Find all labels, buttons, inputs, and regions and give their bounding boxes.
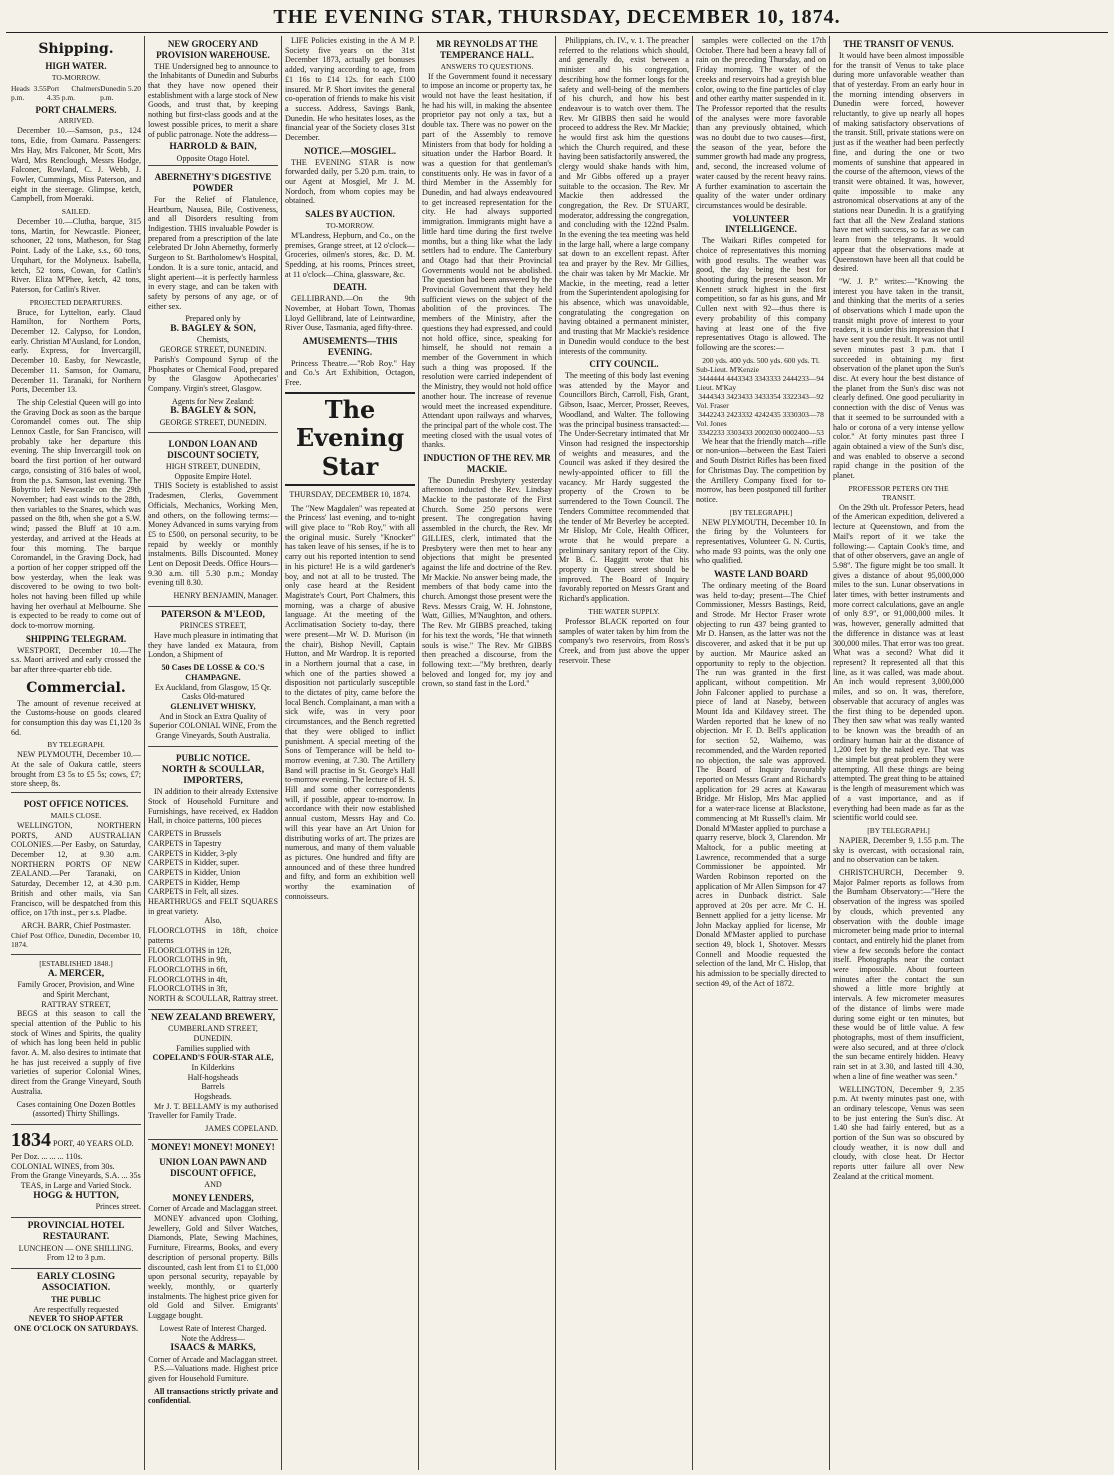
brewery-advert <box>148 1009 278 1137</box>
list-item: CARPETS in Brussels <box>148 829 222 839</box>
post-office-notice <box>11 792 141 952</box>
mails-close-label: MAILS CLOSE. <box>50 810 102 820</box>
tide-dunedin: Dunedin 5.20 p.m. <box>100 83 142 102</box>
mercer-text: BEGS at this season to call the special attention of the Public to his stock of Wines and Spirits, the quality of which has long been held in public favor. A. M. also desires to intimate that he has just received a supply of five varieties of superior Colonial Wines, direct from the Grange Vineyard, South Australia. <box>11 1009 141 1096</box>
per-doz: Per Doz. ... ... ... 110s. <box>11 1151 83 1161</box>
money-advert <box>148 1139 278 1412</box>
half-hogsheads: Half-hogsheads <box>187 1072 239 1082</box>
hogg-name: HOGG & HUTTON, <box>33 1190 119 1201</box>
mercer-name: A. MERCER, <box>47 968 105 979</box>
never-shop: NEVER TO SHOP AFTER <box>28 1314 124 1324</box>
volunteer-telegram: NEW PLYMOUTH, December 10. In the firing by the Volunteers for representatives, Volunteer G. N. Curtis, who made 93 points, was the only one who qualified. <box>696 517 826 566</box>
sailed-text: December 10.—Clutha, barque, 315 tons, Martin, for Newcastle. Pioneer, schooner, 22 tons, Matheson, for Stag Point. Lady of the Lake, s.s., 60 tons, Urquhart, for the Molyneux. Isabella, ketch, 52 tons, Cowan, for Catlin's River. Eliza M'Phee, ketch, 42 tons, Paterson, for Catlin's River. <box>11 217 141 294</box>
agents: Agents for New Zealand: <box>171 396 255 406</box>
list-item: CARPETS in Tapestry <box>148 838 222 848</box>
column-1 <box>8 36 145 1470</box>
loan-text: THIS Society is established to assist Tradesmen, Clerks, Government Officials, Mechanics, Working Men, and others, on the following terms:— Money Advanced in sums varying from £5 to £500, on personal security, to be repaid by weekly or monthly instalments. Bills Discounted. Money Lent on Deposit Deeds. Office Hours—9.30 a.m. till 5.30 p.m.; Monday evening till 8.30. <box>148 481 278 588</box>
death-heading: DEATH. <box>333 282 367 293</box>
shipping-telegram-heading: SHIPPING TELEGRAM. <box>25 633 127 644</box>
union-loan: UNION LOAN PAWN AND DISCOUNT OFFICE, <box>159 1157 267 1179</box>
sailed-label: SAILED. <box>61 207 91 217</box>
column-6 <box>693 36 830 1470</box>
tide-port: Port Chalmers 4.35 p.m. <box>46 83 101 102</box>
paterson-text: Have much pleasure in intimating that they have landed ex Mataura, from London, a Shipment of <box>148 630 278 660</box>
sales-tomorrow: TO-MORROW. <box>325 220 375 230</box>
list-item: Sub-Lieut. M'Kenzie <box>696 364 760 374</box>
grange-wines: From the Grange Vineyards, S.A. ... 35s <box>11 1171 141 1181</box>
port-wine-label: PORT, 40 YEARS OLD. <box>53 1138 134 1148</box>
by-telegraph-label: BY TELEGRAPH. <box>47 740 105 750</box>
water-continued: samples were collected on the 17th October. There had been a heavy fall of rain on the preceding Thursday, and on Friday morning. The water of the creeks and reservoirs had a greyish blue color, owing to the fine particles of clay and other earthy matter suspended in it. The Professor reported that the results of the analyses were more favorable than any previously obtained, which was no doubt due to two causes—first, the season of the year, before the summer growth had made any progress, and, second, the increased volume of water caused by the recent heavy rains. A further examination to ascertain the quality of the water under ordinary circumstances would be desirable. <box>696 36 826 210</box>
bagley-name-2: B. BAGLEY & SON, <box>170 406 256 417</box>
list-item: CARPETS in Kidder, super. <box>148 858 240 868</box>
list-item: CARPETS in Kidder, Union <box>148 867 241 877</box>
early-closing-advert <box>11 1268 141 1337</box>
induction-continued: Philippians, ch. IV., v. 1. The preacher referred to the relations which should, and generally do, exist between a minister and his congregation, describing how the former longs for the safety and well-being of the members of his church, and how his best endeavour is to watch over them. The Rev. Mr GIBBS then said he would proceed to address the Rev. Mr Mackie; he would first ask him the questions which the Church required, and these having been satisfactorily answered, the clergy would shake hands with him, and Mr Gibbs offered up a prayer suitable to the occasion. The Rev. Mr Mackie then addressed the congregation, the Rev. Dr STUART, moderator, addressing the congregation, and concluding with the 122nd Psalm. In the evening the tea meeting was held in the large hall, where a large company sat down to an excellent repast. After tea and prayer by the Rev. Mr Gillies, the chair was taken by Mr Mackie. Mr Mackie, in the meeting, read a letter from the Superintendent apologising for his absence, which was unavoidable, congratulating the congregation on having obtained a permanent minister, and trusting that Mr Mackie's residence in Dunedin would conduce to the best interests of the community. <box>559 36 689 356</box>
life-policies: LIFE Policies existing in the A M P. Society five years on the 31st December 1873, actually get bonuses added, varying according to age, from £1 16s to £14 12s. for each £100 insured. Mr P. Short invites the general co-operation of friends to make his visit a success. Address, Savings Bank, Dunedin. He who hesitates loses, as the financial year of the Society closes 31st December. <box>285 36 415 143</box>
and-label: AND <box>204 1179 222 1189</box>
tide-heads: Heads 3.55 p.m. <box>11 83 47 102</box>
shipping-telegram-text: WESTPORT, December 10.—The s.s. Maori arrived and early crossed the bar after three-quarter ebb tide. <box>11 645 141 675</box>
masthead: THE EVENING STAR, THURSDAY, DECEMBER 10, 1874. <box>273 6 841 28</box>
waste-land-heading: WASTE LAND BOARD <box>713 569 809 580</box>
one-oclock: ONE O'CLOCK ON SATURDAYS. <box>13 1323 139 1333</box>
abernethy-heading: ABERNETHY'S DIGESTIVE POWDER <box>154 172 272 194</box>
harrold-sub: Opposite Otago Hotel. <box>176 153 250 163</box>
port-heading: PORT CHALMERS. <box>35 104 117 115</box>
column-5 <box>556 36 693 1470</box>
scores-header: 200 yds. 400 yds. 500 yds. 600 yds. Tl. <box>702 355 820 365</box>
volunteer-heading: VOLUNTEER INTELLIGENCE. <box>725 213 797 235</box>
projected-label: PROJECTED DEPARTURES. <box>29 297 123 307</box>
induction-text: The Dunedin Presbytery yesterday afternoon inducted the Rev. Lindsay Mackie to the pastorate of the First Church. Some 250 persons were present. The congregation having assembled in the church, the Rev. Mr GILLIES, clerk, intimated that the Presbytery were then met to hear any objections that might be presented against the life and doctrine of the Rev. Mr Mackie. No answer being made, the members of that body came into the church. Amongst those present were the Revs. Messrs Craig, W. H. Johnstone, Watt, Gillies, M'Naughton, and others. The Rev. Mr GIBBS preached, taking for his text the words, "He that winneth souls is wise." The Rev. Mr GIBBS then preached a discourse, from the following text:—"My brethren, dearly beloved and longed for, my joy and crown, so stand fast in the Lord." <box>422 475 552 689</box>
the-public: THE PUBLIC <box>51 1294 101 1304</box>
chemists: Chemists, <box>196 335 230 345</box>
peters-heading: PROFESSOR PETERS ON THE TRANSIT. <box>848 483 949 502</box>
lowest-rate: Lowest Rate of Interest Charged. <box>159 1323 267 1333</box>
list-item: 3444444 4443343 3343333 2444233—94 <box>698 373 824 383</box>
loan-heading: LONDON LOAN AND DISCOUNT SOCIETY, <box>167 439 259 461</box>
arrived-text: December 10.—Samson, p.s., 124 tons, Edie, from Oamaru. Passengers: Mrs Hay, Mrs Falconer, Mr Scott, Mrs Ward, Mrs Renclough, Messrs Hodge, Falconer, Rowland, C. J. Webb, J. Fowler, Cummings, Miss Paterson, and eight in the steerage. Glimpse, ketch, Campbell, from Moeraki. <box>11 126 141 204</box>
established-label: [ESTABLISHED 1848.] <box>39 958 113 968</box>
grocery-heading: NEW GROCERY AND PROVISION WAREHOUSE. <box>156 39 270 60</box>
hogg-advert <box>11 1124 141 1215</box>
sales-text: M'Landress, Hepburn, and Co., on the premises, Grange street, at 12 o'clock—Groceries, oilmen's stores, &c. D. M. Spedding, at his rooms, Princes street, at 11 o'clock—China, glassware, &c. <box>285 230 415 279</box>
valuations: P.S.—Valuations made. Highest price given for Household Furniture. <box>148 1364 278 1384</box>
princes-street-2: PRINCES STREET, <box>179 621 247 631</box>
copeland-ale: COPELAND'S FOUR-STAR ALE, <box>152 1053 274 1063</box>
column-2 <box>145 36 282 1470</box>
volunteer-text-2: We hear that the friendly match—rifle or non-union—between the East Taieri and South District Rifles has been fixed for Christmas Day. The competition by the Artillery Company fixed for to-morrow, has been postponed till further notice. <box>696 436 826 504</box>
glasgow: Ex Auckland, from Glasgow, 15 Qr. Casks Old-matured <box>154 682 272 702</box>
list-item: 3342233 3303433 2002030 0002400—53 <box>698 427 824 437</box>
commercial-text: The amount of revenue received at the Customs-house on goods cleared for consumption this day was £1,120 3s 6d. <box>11 698 141 737</box>
mercer-cases: Cases containing One Dozen Bottles (assorted) Thirty Shillings. <box>16 1099 136 1119</box>
james-copeland: JAMES COPELAND. <box>205 1124 278 1134</box>
water-supply-text: Professor BLACK reported on four samples of water taken by him from the company's two reservoirs, from Ross's Creek, and from just above the upper reservoir. These <box>559 616 689 665</box>
column-4 <box>419 36 556 1470</box>
corner-address: Corner of Arcade and Maclaggan street. <box>148 1204 278 1214</box>
money-heading: MONEY! MONEY! MONEY! <box>151 1142 275 1153</box>
provincial-advert <box>11 1217 141 1266</box>
paterson-name: PATERSON & M'LEOD, <box>161 609 265 620</box>
sales-heading: SALES BY AUCTION. <box>305 209 395 220</box>
teas: TEAS, in Large and Varied Stock. <box>20 1181 132 1191</box>
bellamy: Mr J. T. BELLAMY is my authorised Traveller for Family Trade. <box>148 1101 278 1121</box>
loan-sub: HIGH STREET, DUNEDIN, <box>165 462 261 472</box>
george-street: GEORGE STREET, DUNEDIN. <box>159 345 267 355</box>
henry-benjamin: HENRY BENJAMIN, Manager. <box>173 591 278 601</box>
list-item: Vol. Jones <box>696 418 727 428</box>
high-water-heading: HIGH WATER. <box>45 60 107 71</box>
commercial-telegram: NEW PLYMOUTH, December 10.—At the sale of Oakura cattle, steers brought from £3 5s to £5 5s; cows, £7; store sheep, 8s. <box>11 750 141 789</box>
column-3 <box>282 36 419 1470</box>
hogsheads: Hogsheads. <box>194 1092 232 1102</box>
commercial-heading: Commercial. <box>26 679 126 696</box>
rattray-street: RATTRAY STREET, <box>41 999 111 1009</box>
graving-text: The ship Celestial Queen will go into the Graving Dock as soon as the barque Coromandel comes out. The ship Lennox Castle, for San Francisco, will probably take her departure this evening. The ship Invercargill took on board the first portion of her outward cargo, consisting of 316 bales of wool, from the p.s. Samson, last evening. The Bobyrito left Newcastle on the 29th November; had east winds to the 28th, then variables to the Snares, which was passed on the 8th, when she got a S.W. wind; passed the Bluff at 10 a.m. yesterday, and arrived at the Heads at four this morning. The barque Coromandel, in the Graving Dock, had a portion of her copper stripped off the bow yesterday, when the leak was discovered to be owing to two bolt-holes not having been filled up while having her overhaul at Melbourne. She is expected to be ready to come out of dock to-morrow morning. <box>11 397 141 631</box>
isaacs-marks: ISAACS & MARKS, <box>170 1343 256 1354</box>
hearthrugs: HEARTHRUGS and FELT SQUARES in great variety. <box>148 897 278 916</box>
wellington-telegram: WELLINGTON, December 9, 2.35 p.m. At twenty minutes past one, with an ordinary telescope, Venus was seen to be just entering the Sun's disc. At 1.40 she had fairly entered, but as a portion of the Sun was so obscured by cloudy weather, it is now dull and cloudy, with close heat. Dr Hector reports utter failure all over New Zealand at the critical moment. <box>833 1084 964 1181</box>
list-item: CARPETS in Felt, all sizes. <box>148 887 239 897</box>
list-item: CARPETS in Kidder, Hemp <box>148 877 240 887</box>
city-council-heading: CITY COUNCIL. <box>589 359 659 370</box>
north-text: IN addition to their already Extensive Stock of Household Furniture and Furnishings, have received, ex Haddon Hall, in choice patterns, 100 pieces <box>148 787 278 826</box>
death-text: GELLIBRAND.—On the 9th November, at Hobart Town, Thomas Lloyd Gellibrand, late of Leintwardine, River Ouse, Tasmania, aged fifty-three. <box>285 294 415 333</box>
evening-star-date: THURSDAY, DECEMBER 10, 1874. <box>289 490 411 500</box>
families: Families supplied with <box>176 1043 250 1053</box>
also-label: Also, <box>204 916 222 926</box>
respectfully: Are respectfully requested <box>33 1304 119 1314</box>
harrold-name: HARROLD & BAIN, <box>169 142 257 153</box>
carpets-list <box>148 829 278 897</box>
north-scoullar: NORTH & SCOULLAR, IMPORTERS, <box>161 764 265 786</box>
loan-sub2: Opposite Empire Hotel. <box>174 471 252 481</box>
dunedin-label: DUNEDIN. <box>193 1033 233 1043</box>
arrived-label: ARRIVED. <box>58 116 94 126</box>
floorcloths-list <box>148 926 278 994</box>
tide-table <box>11 84 141 102</box>
early-closing: EARLY CLOSING ASSOCIATION. <box>36 1272 116 1294</box>
newspaper-columns <box>8 36 1106 1470</box>
mosgiel-text: THE EVENING STAR is now forwarded daily, per 5.20 p.m. train, to our Agent at Mosgiel, Mr J. M. Nordoch, from whom copies may be obtained. <box>285 157 415 206</box>
money-lenders: MONEY LENDERS, <box>172 1192 254 1203</box>
parish-text: Parish's Compound Syrup of the Phosphates or Chemical Food, prepared by the Glasgow Apothecaries' Company. Virgin's street, Glasgow. <box>148 354 278 393</box>
transactions: All transactions strictly private and confidential. <box>148 1386 278 1406</box>
editorial-text: The "New Magdalen" was repeated at the Princess' last evening, and to-night will give place to "Rob Roy," with all the original music. Surely "Knocker" has taken leave of his senses, if he is to carry out his reported intention to send in his picture! He is a wild gardener's boy, and not at all to be trusted. The only case heard at the Resident Magistrate's Court, Port Chalmers, this morning, was a charge of abusive language. At the meeting of the Acclimatisation Society to-day, there were present—Mr W. D. Murison (in the chair), Bishop Nevill, Captain Hutton, and Mr Wardrop. It is reported in a Northern journal that a case, in which one of the parties showed a disposition not particularly susceptible to the dictates of pity, came before the local Bench. Complainant, a man with a sick wife, was in very poor circumstances, and the Bench regretted that they were obliged to inflict punishment. A special meeting of the Sons of Temperance will be held to-morrow evening, at 7.30. The Artillery Band will practise in St. George's Hall to-morrow evening. The lecture of H. S. Hill and some other correspondents will, if possible, appear to-morrow. In accordance with their now established annual custom, Messrs Hay and Co. will this year have an Art Union for distributing works of art. The prizes are numerous, and many of them valuable as pictures. One hundred and fifty are announced and of these three hundred and fifty, and form an exhibition well worthy the examination of connoisseurs. <box>285 503 415 901</box>
list-item: FLOORCLOTHS in 3ft, <box>148 984 228 994</box>
north-signature: NORTH & SCOULLAR, Rattray street. <box>148 994 278 1004</box>
kilderkins: In Kilderkins <box>191 1062 235 1072</box>
mercer-advert <box>11 954 141 1122</box>
induction-heading: INDUCTION OF THE REV. MR MACKIE. <box>423 453 551 474</box>
note-address: Note the Address— <box>181 1333 245 1343</box>
post-heading: POST OFFICE NOTICES. <box>23 799 129 810</box>
list-item: FLOORCLOTHS in 6ft, <box>148 964 228 974</box>
money-text: MONEY advanced upon Clothing, Jewellery, Gold and Silver Watches, Diamonds, Plate, Sewing Machines, Furniture, Firearms, Books, and every description of personal property. Bills discounted, cash lent from £1 to £1,000 upon personal security, repayable by weekly, monthly, or quarterly instalments. The highest price given for old Gold and Silver. Emigrants' Luggage bought. <box>148 1214 278 1321</box>
barrels: Barrels <box>201 1082 225 1092</box>
reynolds-sub: ANSWERS TO QUESTIONS. <box>440 61 534 71</box>
prepared-by: Prepared only by <box>185 314 241 324</box>
list-item: Vol. Fraser <box>696 400 729 410</box>
list-item: 3444343 3423433 3433354 3322343—92 <box>698 391 824 401</box>
waste-land-text: The ordinary meeting of the Board was held to-day; present—The Chief Commissioner, Messrs Bastings, Reid, and Strode. Mr Hector Fraser wrote objecting to run 437 being granted to Mr D. Hansen, as the latter was not the discoverer, and asked that it be put up by auction. Mr Maurice asked an opportunity to reply to the objection. The run was granted in the first applicant, without competition. Mr John Falconer applied to purchase a piece of land at Naseby, between Mount Ida and Kildavey street. The Warden reported that he knew of no objection. Mr F. D. Bell's application for section 52, Waihemo, was recommended, and the Warden reported no objection, the sale was approved. The Board of Inquiry favourably reported on Messrs Grant and Richard's application for 29 acres at Kawarau Bridge. Mr Hislop, Mrs Mac applied for a water-race license at Blackstone, commencing at Mt Russell's claim. Mr Donald M'Master applied to purchase a quarry reserve, block 3, Clarendon. Mr Maltock, for a public meeting at Lawrence, recommended that a surge Commissioner be appointed. Mr Warden Robinson reported on the application of Mr Allen Simpson for 47 acres in Dunback district. Sale approved at 20s per acre. Mr C. H. Bennett applied for a jetty license. Mr John Mackay applied for license, Mr Donald M'Master applied to purchase section 49, block 1, Shotover. Messrs Connell and Moodie requested the selection of the land, Mr C. Hislop, that his admission to be specially directed to section 49, of the Act of 1872. <box>696 580 826 988</box>
paterson-advert <box>148 606 278 744</box>
shipping-heading: Shipping. <box>38 41 114 57</box>
mercer-subtitle: Family Grocer, Provision, and Wine and Spirit Merchant, <box>17 980 135 999</box>
corner-address-2: Corner of Arcade and Maclaggan street. <box>148 1354 278 1364</box>
transit-heading: THE TRANSIT OF VENUS. <box>843 39 954 49</box>
cumberland: CUMBERLAND STREET, <box>168 1024 258 1034</box>
by-telegraph-label-2: [BY TELEGRAPH.] <box>729 507 793 517</box>
by-telegraph-label-3: [BY TELEGRAPH.] <box>867 825 930 835</box>
list-item: 3442243 2423332 4242435 3330303—78 <box>698 409 824 419</box>
list-item: FLOORCLOTHS in 4ft, <box>148 974 228 984</box>
water-supply-heading: THE WATER SUPPLY. <box>588 606 660 616</box>
volunteer-text: The Waikari Rifles competed for choice of representatives this morning with good results. The weather was good, the day being the best for shooting during the present season. Mr Kennett struck highest in the first competition, so far as his guns, and Mr Cullen next with 92—thus there is every probability of this company having at least one of the five representatives Otago is allowed. The following are the scores:— <box>696 236 826 352</box>
post-text: WELLINGTON, NORTHERN PORTS, AND AUSTRALIAN COLONIES.—Per Easby, on Saturday, December 12, at 9.30 a.m. NORTHERN PORTS OF NEW ZEALAND.—Per Taranaki, on Saturday, December 12, at 4.30 p.m. British and other mails, via San Francisco, will be despatched from this office, on 17th inst., per s.s. Pladbe. <box>11 820 141 918</box>
abernethy-advert <box>148 165 278 430</box>
evening-star-title: The Evening Star <box>285 392 415 486</box>
column-7 <box>830 36 967 1470</box>
notice-mosgiel: NOTICE.—MOSGIEL. <box>303 145 397 156</box>
year-1834: 1834 <box>11 1128 51 1151</box>
grocery-text: THE Undersigned beg to announce to the Inhabitants of Dunedin and Suburbs that they have now opened their establishment with a large stock of New Goods, and trust that, by keeping nothing but first-class goods and at the lowest possible prices, to merit a share of public patronage. Note the address— <box>148 61 278 139</box>
reynolds-text: If the Government found it necessary to impose an income or property tax, he would not have the least hesitation, if he had his will, in making the absentee proprietor pay not only a tax, but a double tax. There was no power on the part of the Assembly to remove Ministers from that body for holding a situation under the Harbor Board. It was a question for that gentleman's constituents only. He was in favor of a third Member in the Assembly for Dunedin, and had always endeavoured to get increased representation for the city. He had always supported immigration. Immigrants might have a little hard time during the first twelve months, but a thing like what the lady settlers had to endure. The Canterbury and Otago had that their Provincial Governments would not be abolished. The question had been answered by the Provincial Government that they held sufficient views on the subject of the abolition of the provinces. The members of the Ministry, after the questions they had expressed, and could not hold office, since, speaking for himself, he should not remain a member of the Government in which such a thing was proposed. If the resolution were carried independent of the Ministry, they would not hold office another hour. The increase of revenue would meet the increased expenditure. Attendant upon railways and wharves, the principal part of the whole cost. The meeting closed with the usual votes of thanks. <box>422 71 552 450</box>
tomorrow-label: TO-MORROW. <box>51 72 101 82</box>
napier-telegram: NAPIER, December 9, 1.55 p.m. The sky is overcast, with occasional rain, and no observation can be taken. <box>833 835 964 865</box>
reynolds-heading: MR REYNOLDS AT THE TEMPERANCE HALL. <box>436 39 538 60</box>
colonial-wine: And in Stock an Extra Quality of Superior COLONIAL WINE, From the Grange Vineyards, South Australia. <box>149 711 277 741</box>
christchurch-telegram: CHRISTCHURCH, December 9. Major Palmer reports as follows from the Burnham Observatory:—"Here the observation of the ingress was spoiled by clouds, which prevented any observation with the double image micrometer being made prior to internal contact, and entirely hid the planet from view a few seconds before the contact itself. Photographs near the contact were impossible. About fourteen minutes after the contact the sun showed a little more brightly at intervals. A few micrometer measures of the distance of limbs were made during some eight or ten minutes, but these would be of little value. A few photographs, most of them insufficient, were also secured, and at three o'clock the sun became entirely hidden. Heavy rain set in at 3.30, and lasted till 4.30, when a line of fine weather was seen." <box>833 868 964 1081</box>
amusements-heading: AMUSEMENTS—THIS EVENING. <box>302 335 398 357</box>
list-item: FLOORCLOTHS in 12ft, <box>148 945 232 955</box>
transit-text: It would have been almost impossible for the transit of Venus to take place during more unfavorable weather than that of yesterday. From an early hour in the morning intending observers in Dunedin were forced, however reluctantly, to give up nearly all hopes of making satisfactory observations of the transit. Still, private stations were on just as if the weather had been perfectly fine, and during the one or two moments of sunshine that appeared in the course of the afternoon, views of the transit were obtained. It was, however, quite impossible to make any astronomical observations at any of the stations near Dunedin. It is a gratifying fact that all the New Zealand stations have met with success, so far as we can learn from the telegrams. It would appear that the observations made at Queenstown have been all that could be desired. <box>833 50 964 274</box>
luncheon: LUNCHEON — ONE SHILLING. From 12 to 3 p.m. <box>18 1243 134 1263</box>
list-item: FLOORCLOTHS in 18ft, choice patterns <box>148 926 278 945</box>
wjp-letter: "W. J. P." writes:—"Knowing the interest you have taken in the transit, and thinking that the merits of a series of observations which I made upon the transit might prove of interest to your readers, it is under this impression that I have sent you the result. It was not until seven minutes past 3 p.m. that I succeeded in obtaining my first observation of the planet upon the Sun's disc. At every hour the best distance of the planet from the Sun's disc was not clearly defined. One good peculiarity in connection with the disc of Venus was that it seemed to be surrounded with a halo or corona of a very intense yellow color." At forty minutes past three I again obtained a view of the Sun's disc, and was enabled to observe a second rapid change in the position of the planet. <box>833 276 964 481</box>
list-item: Lieut. M'Kay <box>696 382 737 392</box>
projected-text: Bruce, for Lyttelton, early. Claud Hamilton, for Northern Ports, December 12. Calypso, for London, early. Christian M'Ausland, for London, early. Express, for Invercargill, December 10. Easby, for Newcastle, December 11. Samson, for Oamaru, December 11. Taranaki, for Northern Ports, December 13. <box>11 307 141 395</box>
peters-text: On the 29th ult. Professor Peters, head of the American expedition, delivered a lecture at Queenstown, and from the Mail's report of it we take the following:— Captain Cook's time, and that of other observers, gave an angle of 5.98". The figure might be too small. It gives a distance of about 95,000,000 miles to the sun. Lunar observations in later times, with better instruments and more correct calculations, gave an angle of only 8.9", or 91,000,000 miles. It was, however, generally admitted that the difference in distance was at least 300,000 miles. That error was too great. What was a second? What did it represent? It represented all that this line, as it was called, was made about. An inch would represent 3,000,000 miles, and so on. It was, therefore, observable that accuracy of angles was the first thing to be depended upon. They then saw what was really wanted to be known was the breadth of an ordinary human hair at the distance of 1,200 feet by the naked eye. That was the simple but great problem they were attempting. All these things are being attempted. The great thing to be attained is the length of measurement which was of a vast importance, and as if everything had been made as far as the scientific world could see. <box>833 502 964 823</box>
post-date: Chief Post Office, Dunedin, December 10, 1874. <box>11 930 141 949</box>
scores-list <box>696 365 826 437</box>
brewery-name: NEW ZEALAND BREWERY, <box>151 1012 275 1023</box>
loan-advert <box>148 432 278 603</box>
george-street-2: GEORGE STREET, DUNEDIN. <box>159 417 267 427</box>
north-advert <box>148 746 278 1007</box>
abernethy-text: For the Relief of Flatulence, Heartburn, Nausea, Bile, Costiveness, and all Disorders resulting from Indigestion. THIS invaluable Powder is prepared from a prescription of the late celebrated Dr John Abernethy, formerly Surgeon to St. Bartholomew's Hospital, London. It is a sure tonic, antacid, and slight aperient—it is perfectly harmless in every stage, and can be taken with safety by persons of any age, or of either sex. <box>148 194 278 311</box>
provincial-hotel: PROVINCIAL HOTEL RESTAURANT. <box>27 1220 125 1243</box>
public-notice: PUBLIC NOTICE. <box>175 752 250 763</box>
glenlivet: GLENLIVET WHISKY, <box>170 701 256 711</box>
city-council-text: The meeting of this body last evening was attended by the Mayor and Councillors Birch, Carroll, Fish, Grant, Gibson, Isaac, Mercer, Prosser, Reeves, Woodland, and Walter. The following was the principal business transacted:— The Under-Secretary intimated that Mr Vinson had resigned the inspectorship of weights and measures, and the Council was asked if they desired the newly-appointed officer to fill the vacancy. Mr Hardy suggested the property of the Crown to be surrendered to the Town Council. The Tenders Committee recommended that the tender of Mr Beverley be accepted. Mr Hislop, Mr Cole, Health Officer, wrote that he would prepare a preliminary sanitary report of the City. Mr B. C. Haggitt wrote that his property in Queen street should be improved. The Board of Inquiry favorably reported on Messrs Grant and Richard's application. <box>559 371 689 604</box>
princes-street: Princes street. <box>95 1202 141 1212</box>
colonial-wines: COLONIAL WINES, from 30s. <box>11 1161 115 1171</box>
bagley-name: B. BAGLEY & SON, <box>170 324 256 335</box>
masthead-rule <box>6 32 1108 33</box>
list-item: FLOORCLOTHS in 9ft, <box>148 955 228 965</box>
champagne: 50 Cases DE LOSSE & CO.'S CHAMPAGNE. <box>161 663 265 682</box>
postmaster: ARCH. BARR, Chief Postmaster. <box>21 921 131 930</box>
list-item: CARPETS in Kidder, 3-ply <box>148 848 238 858</box>
amusements-text: Princess Theatre.—"Rob Roy." Hay and Co.'s Art Exhibition, Octagon, Free. <box>285 358 415 387</box>
